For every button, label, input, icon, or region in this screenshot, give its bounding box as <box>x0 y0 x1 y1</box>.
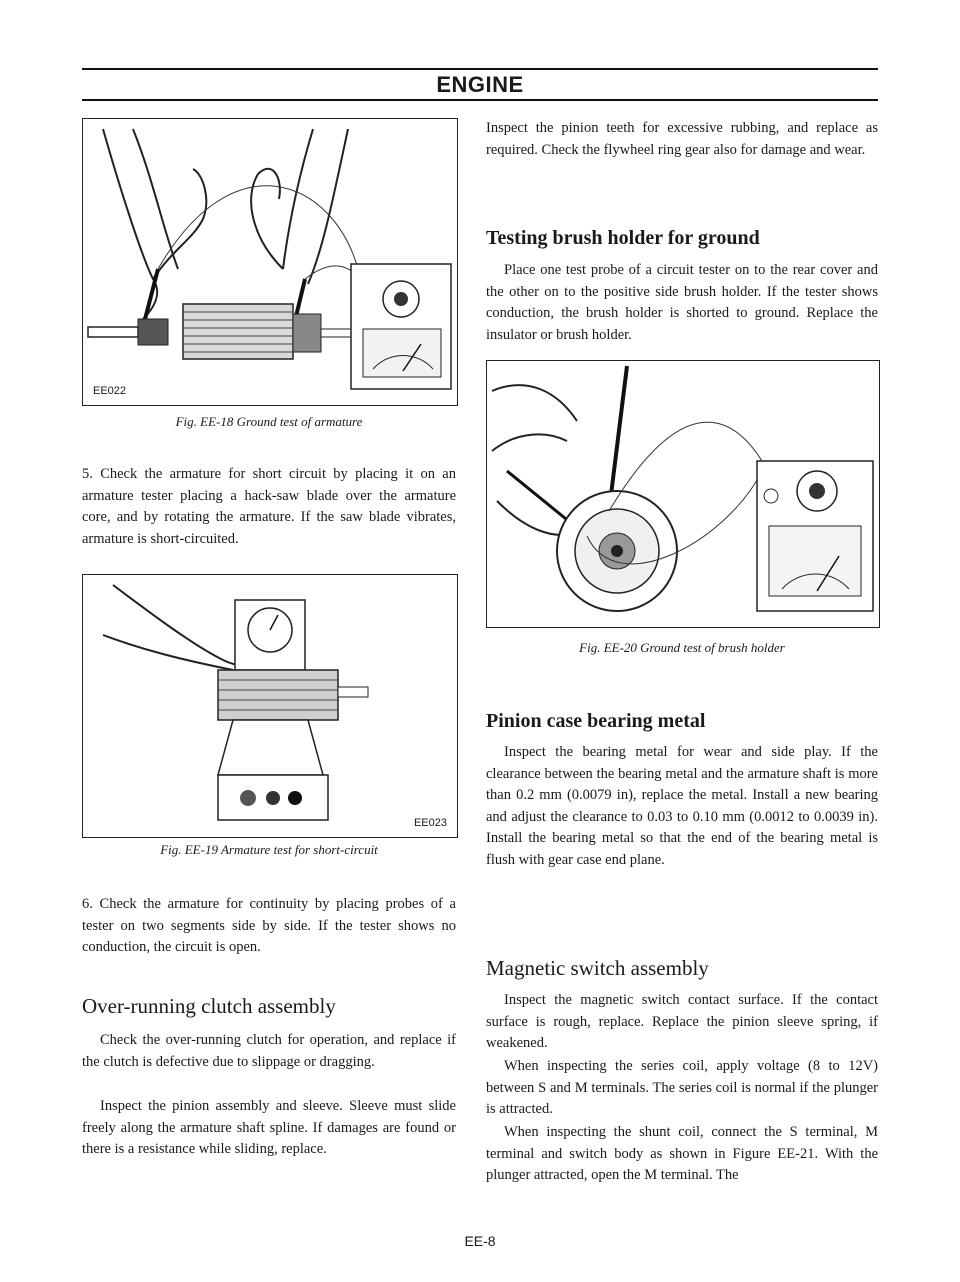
page-header-title: ENGINE <box>436 72 524 97</box>
section-heading-clutch: Over-running clutch assembly <box>82 994 336 1018</box>
page-number: EE-8 <box>464 1233 496 1249</box>
figure-caption: Fig. EE-19 Armature test for short-circuit <box>160 842 378 857</box>
header-bottom-rule <box>82 99 878 101</box>
section-heading-magnetic-switch: Magnetic switch assembly <box>486 956 709 980</box>
step-5-paragraph: 5. Check the armature for short circuit by placing it on an armature tester placing a hack-saw blade over the armature core, and by rotating the armature. If the saw blade vibrates, armature is short-circuited. <box>82 466 456 547</box>
figure-brush-holder-ground-test <box>486 360 880 628</box>
clutch-paragraph-2: Inspect the pinion assembly and sleeve. Sleeve must slide freely along the armature shaft spline. If damages are found or there is a resistance while sliding, replace. <box>82 1098 456 1157</box>
brush-holder-test-illustration <box>487 361 879 627</box>
armature-tester-illustration <box>83 575 457 837</box>
pinion-bearing-paragraph: Inspect the bearing metal for wear and side play. If the clearance between the bearing metal and the armature shaft is more than 0.2 mm (0.0079 in), replace the metal. Install a new bearing and adjust the clearance to 0.03 to 0.10 mm (0.0012 to 0.0039 in). Install the bearing metal so that the end of the bearing metal is flush with gear case end plane. <box>486 744 878 868</box>
step-6-paragraph: 6. Check the armature for continuity by placing probes of a tester on two segments side by side. If the tester shows no conduction, the circuit is open. <box>82 896 456 955</box>
magnetic-switch-paragraph-1: Inspect the magnetic switch contact surface. If the contact surface is rough, replace. Replace the pinion sleeve spring, if weakened. <box>486 992 878 1051</box>
armature-ground-test-illustration <box>83 119 457 405</box>
section-heading-brush-holder: Testing brush holder for ground <box>486 227 760 249</box>
section-heading-pinion-bearing: Pinion case bearing metal <box>486 710 706 732</box>
figure-code: EE023 <box>413 817 447 829</box>
pinion-teeth-paragraph: Inspect the pinion teeth for excessive rubbing, and replace as required. Check the flywheel ring gear also for damage and wear. <box>486 120 878 158</box>
brush-holder-paragraph: Place one test probe of a circuit tester on to the rear cover and the other on to the positive side brush holder. If the tester shows conduction, the brush holder is shorted to ground. Replace the insulator or brush holder. <box>486 262 878 343</box>
figure-caption: Fig. EE-18 Ground test of armature <box>175 414 363 429</box>
magnetic-switch-paragraph-2: When inspecting the series coil, apply voltage (8 to 12V) between S and M terminals. The series coil is normal if the plunger is attracted. <box>486 1058 878 1117</box>
figure-armature-short-circuit-test <box>82 574 458 838</box>
figure-code: EE022 <box>93 385 127 397</box>
header-top-rule <box>82 68 878 70</box>
clutch-paragraph-1: Check the over-running clutch for operation, and replace if the clutch is defective due to slippage or dragging. <box>82 1032 456 1070</box>
figure-caption: Fig. EE-20 Ground test of brush holder <box>579 640 785 655</box>
figure-ground-test-armature <box>82 118 458 406</box>
magnetic-switch-paragraph-3: When inspecting the shunt coil, connect the S terminal, M terminal and switch body as shown in Figure EE-21. With the plunger attracted, open the M terminal. The <box>486 1124 878 1183</box>
